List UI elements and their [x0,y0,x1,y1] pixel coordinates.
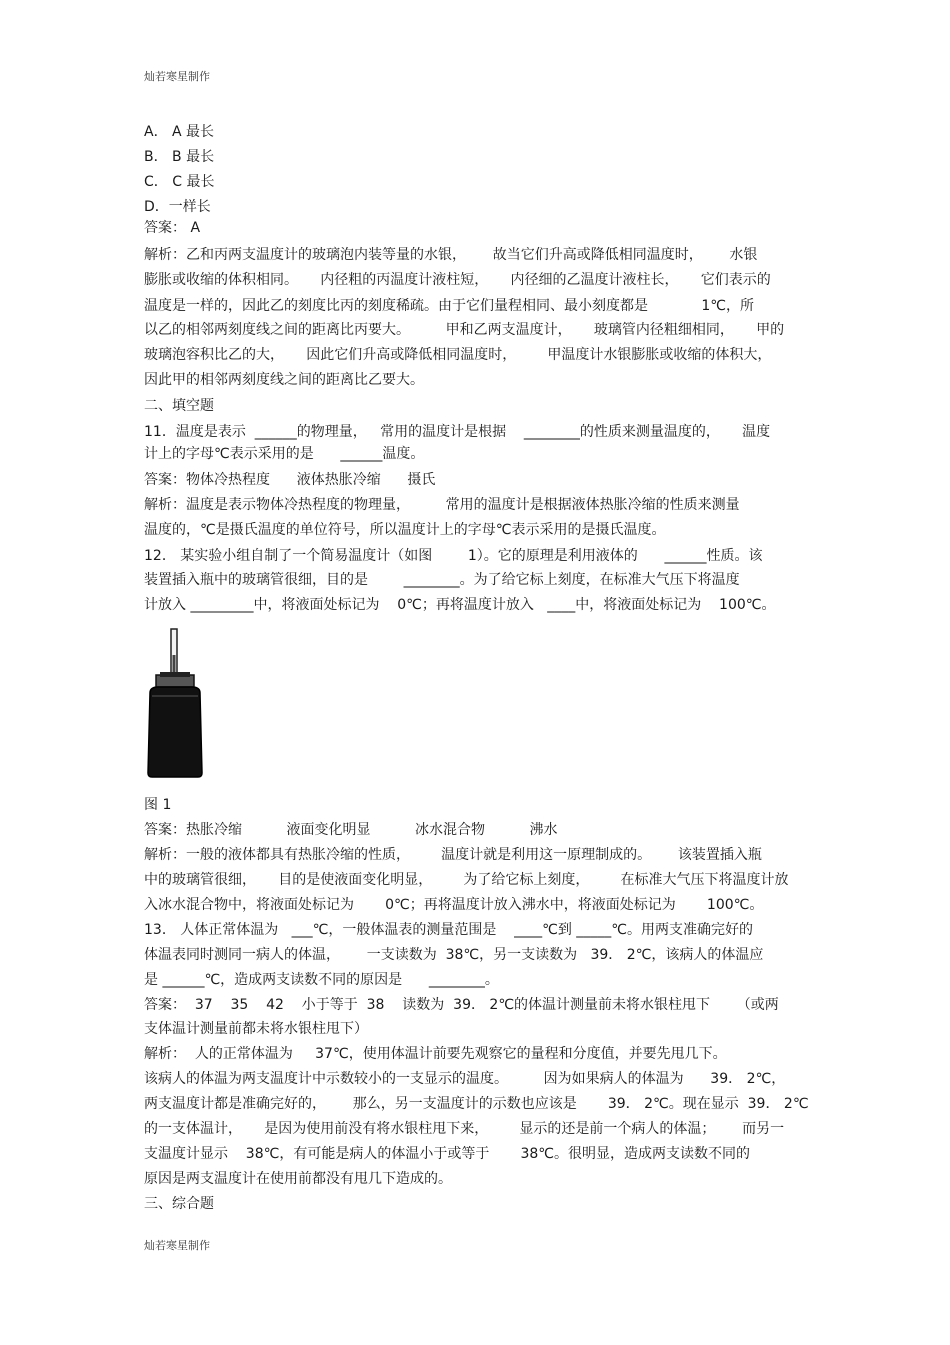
text-line: 13． 人体正常体温为 ___℃，一般体温表的测量范围是 ____℃到 _____℃。用两支准确完好的 [144,922,754,938]
text-line: 图 1 [144,797,172,813]
text-line: 解析：乙和丙两支温度计的玻璃泡内装等量的水银， 故当它们升高或降低相同温度时， 水银 [144,247,758,263]
bottle-thermometer-figure [140,625,210,780]
text-line: 答案：热胀冷缩 液面变化明显 冰水混合物 沸水 [144,822,558,838]
text-line: 体温表同时测同一病人的体温， 一支读数为 38℃，另一支读数为 39． 2℃，该病人的体温应 [144,947,764,963]
text-line: 计放入 _________中，将液面处标记为 0℃；再将温度计放入 ____中，将液面处标记为 100℃。 [144,597,776,613]
text-line: 入冰水混合物中，将液面处标记为 0℃；再将温度计放入沸水中，将液面处标记为 100℃。 [144,897,764,913]
text-line: 解析：一般的液体都具有热胀冷缩的性质， 温度计就是利用这一原理制成的。 该装置插入瓶 [144,847,762,863]
text-line: 该病人的体温为两支温度计中示数较小的一支显示的温度。 因为如果病人的体温为 39． 2℃， [144,1071,786,1087]
text-line: A． A 最长 [144,124,215,140]
text-line: 因此甲的相邻两刻度线之间的距离比乙要大。 [144,372,424,388]
text-line: B． B 最长 [144,149,215,165]
text-line: 12． 某实验小组自制了一个简易温度计（如图 1）。它的原理是利用液体的 ______性质。该 [144,548,763,564]
text-line: 的一支体温计， 是因为使用前没有将水银柱甩下来， 显示的还是前一个病人的体温； 而另一 [144,1121,785,1137]
text-line: 支体温计测量前都未将水银柱甩下） [144,1021,368,1037]
text-line: 计上的字母℃表示采用的是 ______温度。 [144,446,425,462]
text-line: C． C 最长 [144,174,215,190]
text-line: 11．温度是表示 ______的物理量， 常用的温度计是根据 ________的性质来测量温度的， 温度 [144,424,771,440]
text-line: 二、填空题 [144,398,214,414]
text-line: 答案： A [144,220,201,236]
text-line: D．一样长 [144,199,211,215]
text-line: 答案：物体冷热程度 液体热胀冷缩 摄氏 [144,472,436,488]
text-line: 解析： 人的正常体温为 37℃，使用体温计前要先观察它的量程和分度值，并要先甩几下。 [144,1046,727,1062]
page-header: 灿若寒星制作 [144,70,210,83]
text-line: 以乙的相邻两刻度线之间的距离比丙要大。 甲和乙两支温度计， 玻璃管内径粗细相同， 甲的 [144,322,785,338]
text-line: 两支温度计都是准确完好的， 那么，另一支温度计的示数也应该是 39． 2℃。现在显示 39． 2℃ [144,1096,809,1112]
text-line: 装置插入瓶中的玻璃管很细，目的是 ________。为了给它标上刻度，在标准大气压下将温度 [144,572,740,588]
text-line: 三、综合题 [144,1196,214,1212]
text-line: 膨胀或收缩的体积相同。 内径粗的丙温度计液柱短， 内径细的乙温度计液柱长， 它们表示的 [144,272,771,288]
text-line: 玻璃泡容积比乙的大， 因此它们升高或降低相同温度时， 甲温度计水银膨胀或收缩的体积大， [144,347,772,363]
text-line: 温度是一样的，因此乙的刻度比丙的刻度稀疏。由于它们量程相同、最小刻度都是 1℃，所 [144,298,755,314]
text-line: 中的玻璃管很细， 目的是使液面变化明显， 为了给它标上刻度， 在标准大气压下将温度计放 [144,872,789,888]
text-line: 原因是两支温度计在使用前都没有甩几下造成的。 [144,1171,452,1187]
text-line: 温度的，℃是摄氏温度的单位符号，所以温度计上的字母℃表示采用的是摄氏温度。 [144,522,666,538]
text-line: 支温度计显示 38℃，有可能是病人的体温小于或等于 38℃。很明显，造成两支读数不同的 [144,1146,751,1162]
text-line: 解析：温度是表示物体冷热程度的物理量， 常用的温度计是根据液体热胀冷缩的性质来测量 [144,497,740,513]
page-footer: 灿若寒星制作 [144,1239,210,1252]
text-line: 是 ______℃，造成两支读数不同的原因是 ________。 [144,972,499,988]
text-line: 答案： 37 35 42 小于等于 38 读数为 39． 2℃的体温计测量前未将水银柱甩下 （或两 [144,997,779,1013]
